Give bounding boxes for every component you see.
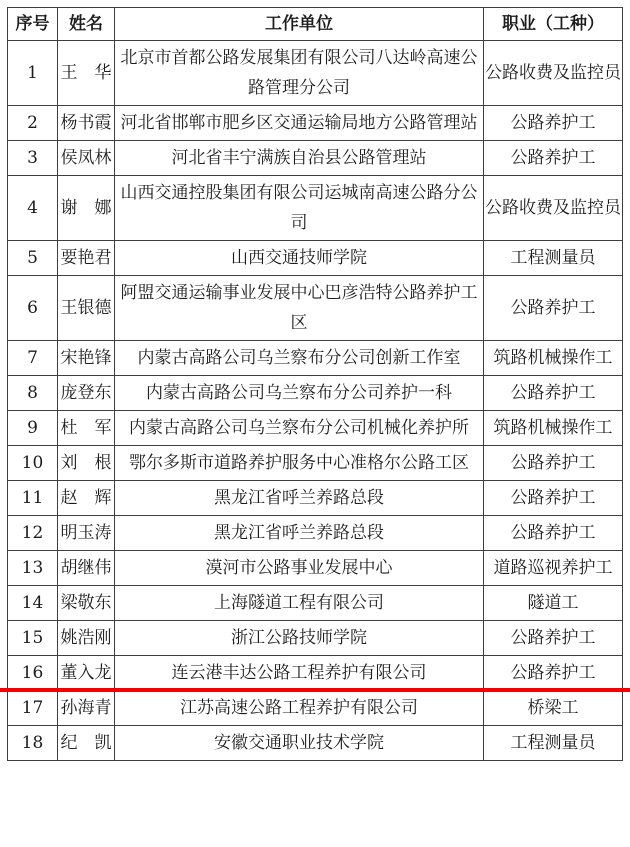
cell-job: 公路养护工 (484, 141, 623, 176)
cell-name: 刘 根 (58, 446, 115, 481)
table-row (8, 411, 623, 446)
col-header-org: 工作单位 (115, 8, 484, 41)
cell-index: 6 (8, 276, 58, 341)
cell-index: 3 (8, 141, 58, 176)
cell-name: 梁敬东 (58, 586, 115, 621)
cell-job: 公路养护工 (484, 621, 623, 656)
cell-name: 董入龙 (58, 656, 115, 691)
cell-job: 公路收费及监控员 (484, 176, 623, 241)
table-row (8, 446, 623, 481)
table-row (8, 516, 623, 551)
table-body (8, 41, 623, 761)
cell-index: 9 (8, 411, 58, 446)
cell-index: 1 (8, 41, 58, 106)
header-row (8, 8, 623, 41)
cell-job: 筑路机械操作工 (484, 341, 623, 376)
cell-org: 北京市首都公路发展集团有限公司八达岭高速公路管理分公司 (115, 41, 484, 106)
cell-index: 17 (8, 691, 58, 726)
cell-org: 河北省邯郸市肥乡区交通运输局地方公路管理站 (115, 106, 484, 141)
cell-org: 连云港丰达公路工程养护有限公司 (115, 656, 484, 691)
cell-name: 谢 娜 (58, 176, 115, 241)
cell-name: 杜 军 (58, 411, 115, 446)
cell-job: 道路巡视养护工 (484, 551, 623, 586)
table-row (8, 341, 623, 376)
cell-name: 明玉涛 (58, 516, 115, 551)
table-row (8, 176, 623, 241)
cell-name: 胡继伟 (58, 551, 115, 586)
cell-job: 工程测量员 (484, 726, 623, 761)
col-header-job: 职业（工种） (484, 8, 623, 41)
cell-org: 上海隧道工程有限公司 (115, 586, 484, 621)
cell-org: 安徽交通职业技术学院 (115, 726, 484, 761)
cell-org: 黑龙江省呼兰养路总段 (115, 516, 484, 551)
table-row (8, 41, 623, 106)
table-row (8, 276, 623, 341)
cell-name: 王银德 (58, 276, 115, 341)
cell-index: 14 (8, 586, 58, 621)
cell-name: 庞登东 (58, 376, 115, 411)
table-row (8, 106, 623, 141)
cell-index: 18 (8, 726, 58, 761)
cell-index: 16 (8, 656, 58, 691)
cell-org: 内蒙古高路公司乌兰察布分公司创新工作室 (115, 341, 484, 376)
table-row (8, 376, 623, 411)
cell-job: 公路养护工 (484, 446, 623, 481)
cell-org: 江苏高速公路工程养护有限公司 (115, 691, 484, 726)
cell-job: 桥梁工 (484, 691, 623, 726)
cell-index: 5 (8, 241, 58, 276)
cell-org: 鄂尔多斯市道路养护服务中心准格尔公路工区 (115, 446, 484, 481)
table-row (8, 691, 623, 726)
col-header-index: 序号 (8, 8, 58, 41)
cell-job: 筑路机械操作工 (484, 411, 623, 446)
cell-index: 15 (8, 621, 58, 656)
cell-org: 内蒙古高路公司乌兰察布分公司机械化养护所 (115, 411, 484, 446)
awardees-table (7, 7, 623, 761)
cell-index: 11 (8, 481, 58, 516)
cell-job: 公路收费及监控员 (484, 41, 623, 106)
cell-name: 纪 凯 (58, 726, 115, 761)
cell-job: 公路养护工 (484, 481, 623, 516)
cell-name: 王 华 (58, 41, 115, 106)
cell-org: 浙江公路技师学院 (115, 621, 484, 656)
highlight-underline (0, 688, 630, 692)
table-row (8, 241, 623, 276)
cell-name: 侯凤林 (58, 141, 115, 176)
cell-org: 河北省丰宁满族自治县公路管理站 (115, 141, 484, 176)
table-row (8, 551, 623, 586)
cell-index: 8 (8, 376, 58, 411)
table-row (8, 621, 623, 656)
cell-job: 隧道工 (484, 586, 623, 621)
cell-org: 内蒙古高路公司乌兰察布分公司养护一科 (115, 376, 484, 411)
table-row (8, 656, 623, 691)
cell-job: 工程测量员 (484, 241, 623, 276)
cell-name: 杨书霞 (58, 106, 115, 141)
table-header (8, 8, 623, 41)
table-row (8, 141, 623, 176)
cell-org: 黑龙江省呼兰养路总段 (115, 481, 484, 516)
cell-name: 姚浩刚 (58, 621, 115, 656)
cell-job: 公路养护工 (484, 656, 623, 691)
cell-job: 公路养护工 (484, 106, 623, 141)
cell-index: 2 (8, 106, 58, 141)
cell-org: 漠河市公路事业发展中心 (115, 551, 484, 586)
cell-index: 4 (8, 176, 58, 241)
table-row (8, 726, 623, 761)
table-row (8, 586, 623, 621)
cell-index: 13 (8, 551, 58, 586)
cell-job: 公路养护工 (484, 376, 623, 411)
cell-name: 宋艳锋 (58, 341, 115, 376)
cell-job: 公路养护工 (484, 276, 623, 341)
cell-index: 10 (8, 446, 58, 481)
col-header-name: 姓名 (58, 8, 115, 41)
cell-name: 要艳君 (58, 241, 115, 276)
cell-job: 公路养护工 (484, 516, 623, 551)
cell-org: 山西交通控股集团有限公司运城南高速公路分公司 (115, 176, 484, 241)
cell-index: 12 (8, 516, 58, 551)
cell-org: 阿盟交通运输事业发展中心巴彦浩特公路养护工区 (115, 276, 484, 341)
cell-name: 赵 辉 (58, 481, 115, 516)
cell-name: 孙海青 (58, 691, 115, 726)
cell-org: 山西交通技师学院 (115, 241, 484, 276)
cell-index: 7 (8, 341, 58, 376)
table-row (8, 481, 623, 516)
